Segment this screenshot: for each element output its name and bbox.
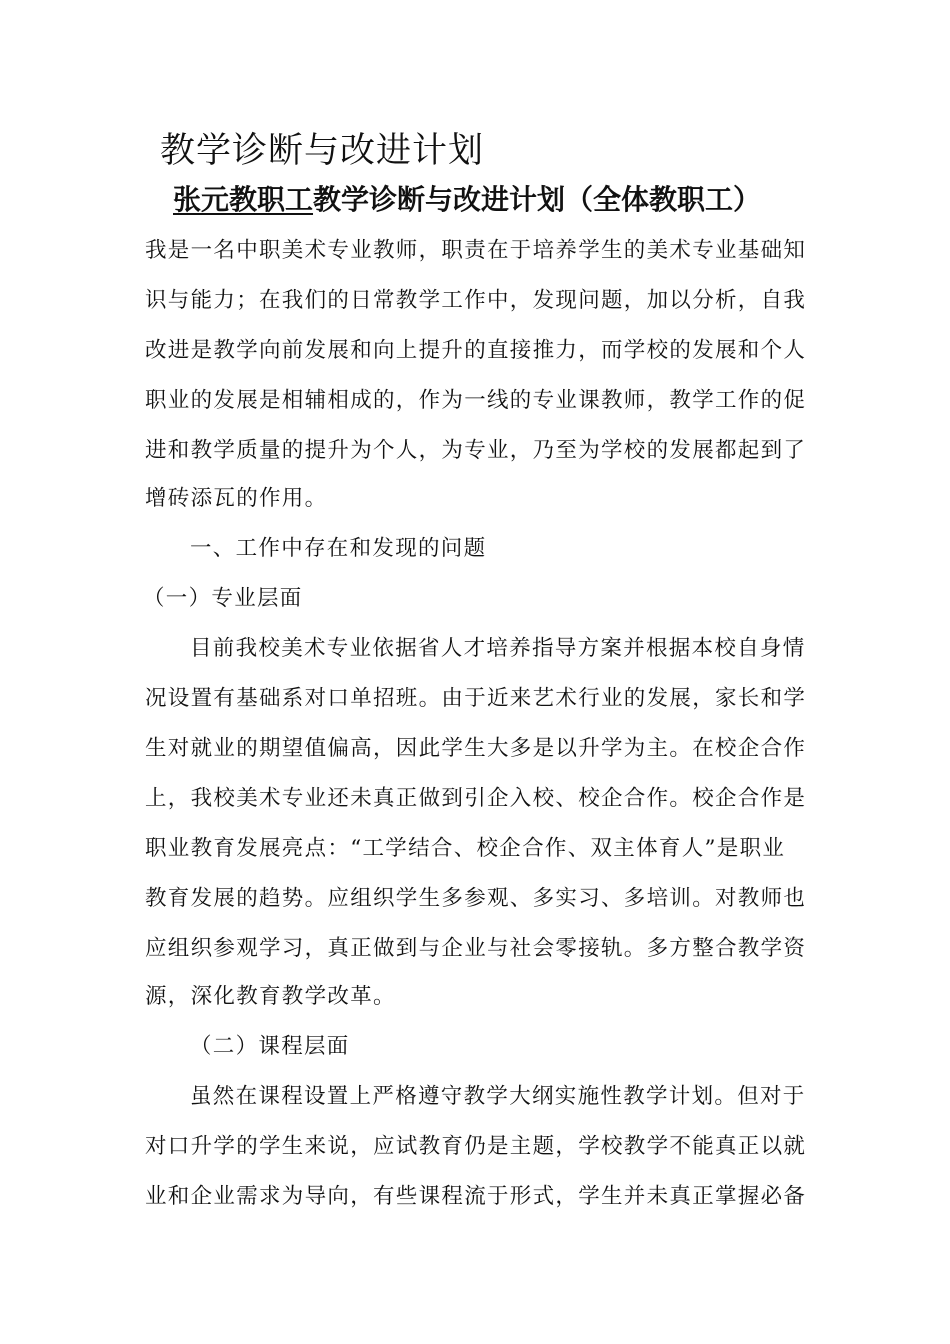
paragraph-line: 增砖添瓦的作用。 [145, 486, 328, 511]
paragraph-line: 我是一名中职美术专业教师，职责在于培养学生的美术专业基础知 [145, 238, 807, 263]
paragraph-line: 源，深化教育教学改革。 [145, 984, 396, 1009]
subtitle-name: 张元教职工 [173, 183, 314, 216]
document-subtitle [173, 180, 761, 220]
paragraph-line: 教育发展的趋势。应组织学生多参观、多实习、多培训。对教师也 [145, 886, 807, 911]
paragraph-line: 进和教学质量的提升为个人，为专业，乃至为学校的发展都起到了 [145, 438, 807, 463]
paragraph-line: 生对就业的期望值偏高，因此学生大多是以升学为主。在校企合作 [145, 736, 807, 761]
paragraph-line: 目前我校美术专业依据省人才培养指导方案并根据本校自身情 [190, 636, 806, 661]
paragraph-line: 虽然在课程设置上严格遵守教学大纲实施性教学计划。但对于 [190, 1084, 806, 1109]
subsection-heading: （一）专业层面 [143, 586, 303, 611]
paragraph-line: 对口升学的学生来说，应试教育仍是主题，学校教学不能真正以就 [145, 1134, 807, 1159]
section-heading: 一、工作中存在和发现的问题 [190, 536, 487, 561]
paragraph-line: 职业的发展是相辅相成的，作为一线的专业课教师，教学工作的促 [145, 388, 807, 413]
subtitle-rest: 教学诊断与改进计划（全体教职工） [313, 183, 762, 216]
paragraph-line: 职业教育发展亮点：“工学结合、校企合作、双主体育人”是职业 [145, 836, 786, 861]
paragraph-line: 改进是教学向前发展和向上提升的直接推力，而学校的发展和个人 [145, 338, 807, 363]
subsection-heading: （二）课程层面 [190, 1034, 350, 1059]
paragraph-line: 应组织参观学习，真正做到与企业与社会零接轨。多方整合教学资 [145, 936, 807, 961]
paragraph-line: 业和企业需求为导向，有些课程流于形式，学生并未真正掌握必备 [145, 1184, 807, 1209]
paragraph-line: 上，我校美术专业还未真正做到引企入校、校企合作。校企合作是 [145, 786, 807, 811]
document-title: 教学诊断与改进计划 [160, 131, 485, 171]
paragraph-line: 识与能力；在我们的日常教学工作中，发现问题，加以分析，自我 [145, 288, 807, 313]
paragraph-line: 况设置有基础系对口单招班。由于近来艺术行业的发展，家长和学 [145, 686, 807, 711]
